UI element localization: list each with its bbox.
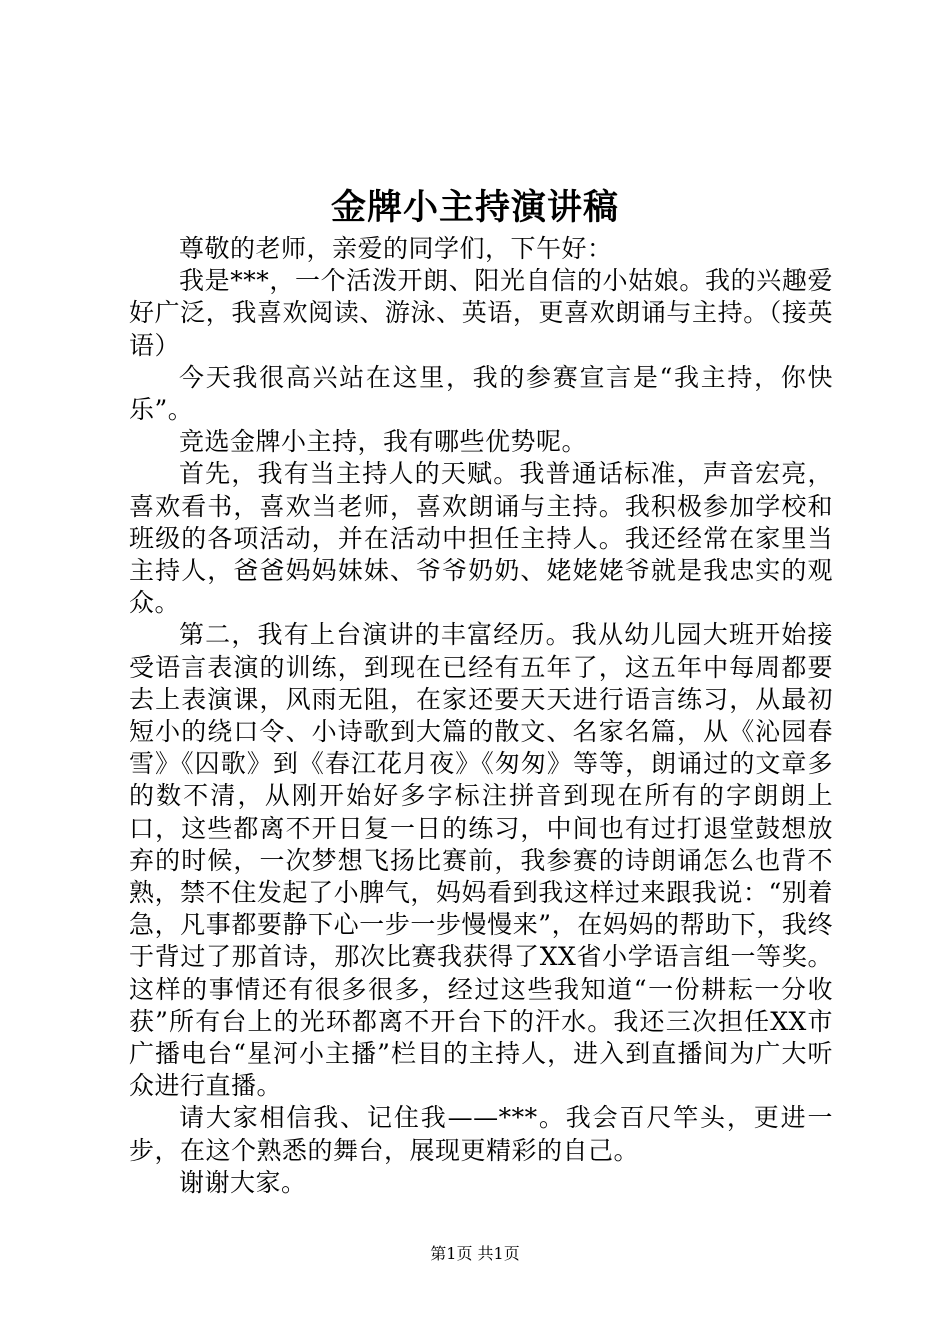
document-body — [129, 233, 833, 1199]
paragraph-second-advantage: 第二，我有上台演讲的丰富经历。我从幼儿园大班开始接受语言表演的训练，到现在已经有五年了，这五年中每周都要去上表演课，风雨无阻，在家还要天天进行语言练习，从最初短小的绕口令、小诗歌到大篇的散文、名家名篇，从《沁园春雪》《囚歌》到《春江花月夜》《匆匆》等等，朗诵过的文章多的数不清，从刚开始好多字标注拼音到现在所有的字朗朗上口，这些都离不开日复一日的练习，中间也有过打退堂鼓想放弃的时候，一次梦想飞扬比赛前，我参赛的诗朗诵怎么也背不熟，禁不住发起了小脾气，妈妈看到我这样过来跟我说：“别着急，凡事都要静下心一步一步慢慢来”，在妈妈的帮助下，我终于背过了那首诗，那次比赛我获得了XX省小学语言组一等奖。这样的事情还有很多很多，经过这些我知道“一份耕耘一分收获”所有台上的光环都离不开台下的汗水。我还三次担任XX市广播电台“星河小主播”栏目的主持人，进入到直播间为广大听众进行直播。 — [129, 620, 833, 1101]
paragraph-closing: 请大家相信我、记住我——***。我会百尺竿头，更进一步，在这个熟悉的舞台，展现更精彩的自己。 — [129, 1103, 833, 1165]
paragraph-greeting: 尊敬的老师，亲爱的同学们，下午好： — [179, 234, 613, 263]
paragraph-introduction: 我是***，一个活泼开朗、阳光自信的小姑娘。我的兴趣爱好广泛，我喜欢阅读、游泳、英语，更喜欢朗诵与主持。（接英语） — [129, 266, 833, 360]
document-title: 金牌小主持演讲稿 — [330, 187, 619, 228]
paragraph-first-advantage: 首先，我有当主持人的天赋。我普通话标准，声音宏亮，喜欢看书，喜欢当老师，喜欢朗诵与主持。我积极参加学校和班级的各项活动，并在活动中担任主持人。我还经常在家里当主持人，爸爸妈妈妹妹、爷爷奶奶、姥姥姥爷就是我忠实的观众。 — [129, 459, 833, 618]
paragraph-thanks: 谢谢大家。 — [179, 1167, 307, 1197]
paragraph-question: 竞选金牌小主持，我有哪些优势呢。 — [179, 427, 588, 457]
page-footer: 第1页 共1页 — [430, 1244, 520, 1263]
paragraph-declaration: 今天我很高兴站在这里，我的参赛宣言是“我主持，你快乐”。 — [129, 362, 833, 425]
